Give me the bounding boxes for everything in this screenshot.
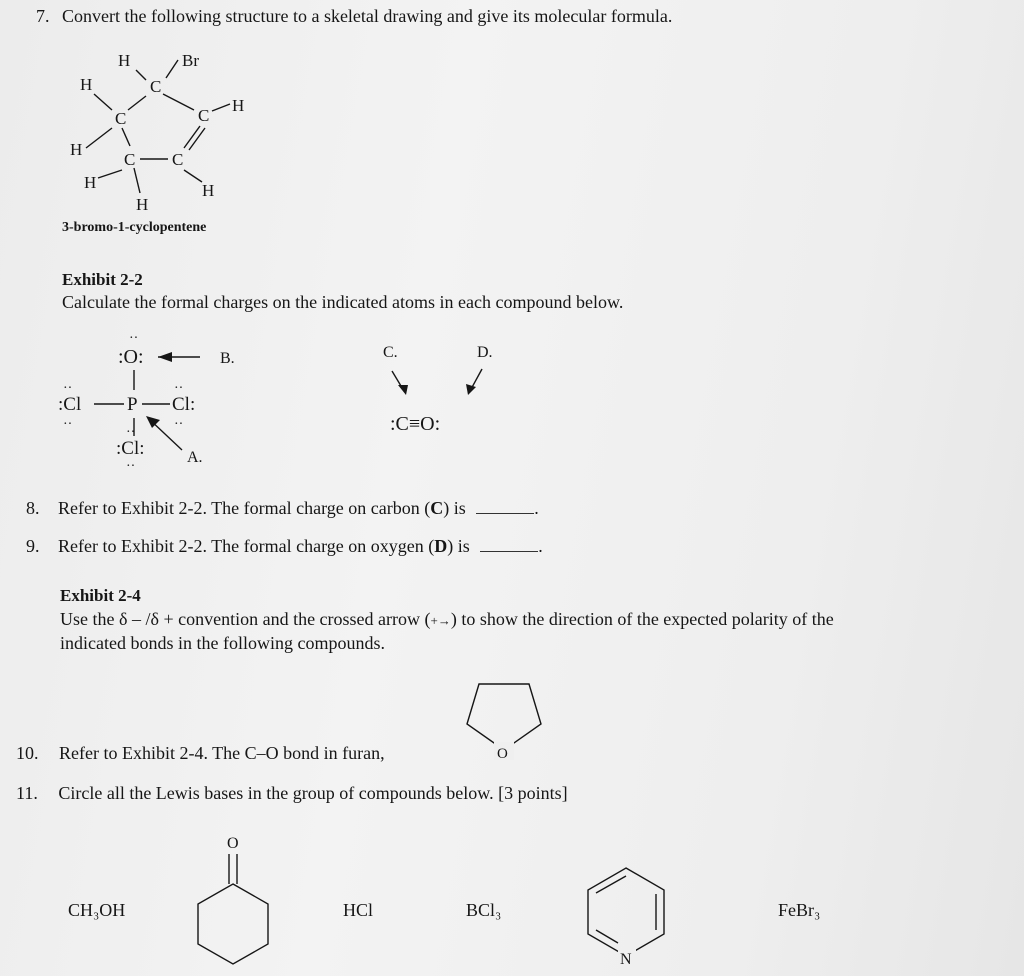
atom-label: P [127, 394, 138, 415]
crossed-arrow-icon: +→ [430, 613, 451, 628]
question-text: ) is [447, 536, 470, 556]
arrow-head [466, 384, 476, 395]
exhibit-2-2-instruction: Calculate the formal charges on the indicated atoms in each compound below. [62, 292, 624, 312]
lone-pair: ·· [126, 425, 136, 440]
lone-pair: ·· [126, 459, 136, 474]
bond [136, 70, 146, 80]
arrow-head [146, 416, 160, 428]
question-text: Refer to Exhibit 2-2. The formal charge on carbon ( [58, 498, 431, 518]
bond [166, 60, 178, 78]
label-b: B. [220, 350, 235, 367]
bond [86, 128, 112, 148]
question-11 [16, 783, 568, 804]
question-bold: C [430, 498, 444, 518]
atom-label: Cl: [172, 394, 196, 415]
question-bold: D [434, 536, 448, 556]
atom-label: :O: [118, 346, 144, 368]
co-formula: :C≡O: [390, 413, 441, 435]
label-a: A. [187, 449, 203, 466]
question-text: Refer to Exhibit 2-4. The C–O bond in furan, [59, 743, 385, 763]
pyridine-nitrogen: N [620, 951, 632, 968]
question-number: 7. [36, 6, 50, 26]
compound-bcl3[interactable]: BCl₃ [466, 900, 502, 920]
ring [467, 684, 541, 750]
atom-label: H [202, 181, 215, 200]
cyclopentene-structure [60, 48, 280, 223]
atom-label: H [136, 195, 149, 214]
bond [122, 128, 130, 146]
label-c: C. [383, 344, 398, 361]
question-number: 11. [16, 783, 38, 803]
exhibit-text: Use the δ – /δ + convention and the crossed arrow ( [60, 609, 431, 629]
bond [184, 170, 202, 182]
carbonyl-oxygen: O [227, 835, 239, 852]
exhibit-text: ) to show the direction of the expected polarity of the [450, 609, 834, 629]
pocl3-structure [50, 330, 310, 480]
ring [588, 868, 664, 956]
label-d: D. [477, 344, 493, 361]
exhibit-2-4-line1 [60, 609, 834, 630]
question-9: 9. Refer to Exhibit 2-2. The formal charge on oxygen (D) is . [26, 536, 543, 556]
compound-cyclohexanone[interactable] [188, 830, 278, 970]
question-number: 8. [26, 498, 40, 518]
answer-blank[interactable] [480, 537, 538, 552]
ring-atom: O [497, 746, 508, 762]
question-7 [36, 6, 672, 27]
atom-label: H [118, 51, 131, 70]
atom-label: H [70, 140, 83, 159]
exhibit-2-4-line2: indicated bonds in the following compounds. [60, 633, 385, 653]
lone-pair: ·· [129, 331, 139, 346]
atom-label: H [80, 75, 93, 94]
atom-label: C [124, 150, 136, 169]
double-bond [596, 876, 626, 893]
atom-label: :Cl: [116, 438, 145, 459]
arrow-head [158, 352, 172, 362]
atom-label: C [198, 106, 210, 125]
atom-label: C [172, 150, 184, 169]
lone-pair: ·· [174, 381, 184, 396]
atom-label: C [115, 109, 127, 128]
lone-pair: ·· [63, 381, 73, 396]
question-text: ) is [443, 498, 466, 518]
question-number: 10. [16, 743, 39, 763]
bond [212, 104, 230, 111]
question-text: Refer to Exhibit 2-2. The formal charge on oxygen ( [58, 536, 435, 556]
compound-febr3[interactable]: FeBr₃ [778, 900, 821, 920]
answer-blank[interactable] [476, 499, 534, 514]
question-text: Convert the following structure to a skeletal drawing and give its molecular formula. [62, 6, 673, 26]
bond [128, 96, 146, 110]
exhibit-2-2-title: Exhibit 2-2 [62, 270, 143, 289]
bond [98, 170, 122, 178]
bond [163, 94, 194, 110]
compound-name: 3-bromo-1-cyclopentene [62, 220, 207, 235]
bond [134, 168, 140, 193]
exhibit-2-4-title: Exhibit 2-4 [60, 586, 141, 605]
arrow-head [398, 385, 408, 395]
atom-label: :Cl [58, 394, 82, 415]
question-number: 9. [26, 536, 40, 556]
question-10 [16, 743, 385, 764]
lone-pair: ·· [174, 417, 184, 432]
compound-methanol[interactable]: CH₃OH [68, 900, 126, 920]
tetrahydrofuran-ring [455, 680, 555, 770]
atom-label: C [150, 77, 162, 96]
question-8: 8. Refer to Exhibit 2-2. The formal charge on carbon (C) is . [26, 498, 539, 518]
lone-pair: ·· [63, 417, 73, 432]
ring [198, 884, 268, 964]
atom-label: Br [182, 51, 199, 70]
bond [94, 94, 112, 110]
atom-label: H [84, 173, 97, 192]
atom-label: H [232, 96, 245, 115]
carbon-monoxide-structure [380, 335, 520, 445]
question-text: Circle all the Lewis bases in the group of compounds below. [3 points] [58, 783, 568, 803]
compound-pyridine[interactable] [585, 860, 675, 972]
compound-hcl[interactable]: HCl [343, 900, 374, 920]
